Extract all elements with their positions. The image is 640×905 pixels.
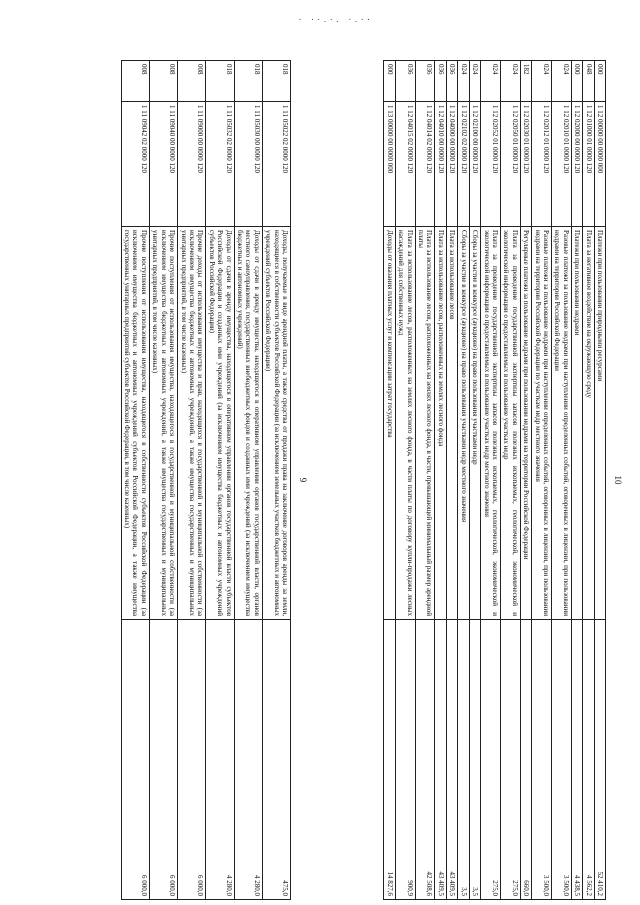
revenue-name-cell: Прочие поступления от использования имущества, находящегося в государственной и муниципальной собственности (за исключением имущества бюджетных и автономных учреждений, а также имущества государственных и муниципальных унитарных предприятий, в том числе казенных) — [150, 227, 177, 620]
budget-code-cell: 1 11 05032 02 0000 120 — [206, 102, 233, 227]
revenue-name-cell: Плата за использование лесов, расположенных на землях лесного фонда — [436, 227, 446, 620]
revenue-name-cell: Плата за использование лесов, расположенных на землях лесного фонда, в части платы по договору купли-продажи лесных насаждений для собственных нужд — [396, 227, 415, 620]
admin-code-cell: 036 — [396, 60, 415, 102]
table-row — [395, 60, 415, 900]
admin-code-cell: 182 — [521, 60, 531, 102]
revenue-name-cell: Прочие поступления от использования имущества, находящегося в собственности субъектов Российской Федерации (за исключением имущества бюджетных и автономных учреждений субъектов Российской Федерации, а также имущества государственных унитарных предприятий субъектов Российской Федерации, в том числе казенных) — [122, 227, 149, 620]
table-row — [571, 60, 582, 900]
budget-code-cell: 1 12 02052 01 0000 120 — [481, 102, 500, 227]
admin-code-cell: 036 — [447, 60, 457, 102]
table-row — [457, 60, 468, 900]
table-row — [149, 60, 177, 900]
revenue-name-cell: Сборы за участие в конкурсе (аукционе) на право пользования участками недр — [470, 227, 480, 620]
table-row — [383, 60, 394, 900]
admin-code-cell: 048 — [583, 60, 593, 102]
budget-code-cell: 1 12 02010 01 0000 120 — [552, 102, 571, 227]
revenue-name-cell: Доходы от сдачи в аренду имущества, находящегося в оперативном управлении органов государственной власти, органов местного самоуправления, государственных внебюджетных фондов и созданных ими учреждений (за исключением имущества бюджетных и автономных учреждений) — [235, 227, 262, 620]
revenue-name-cell: Доходы от сдачи в аренду имущества, находящегося в оперативном управлении органов государственной власти субъектов Российской Федерации и созданных ими учреждений (за исключением имущества бюджетных и автономных учреждений субъектов Российской Федерации) — [206, 227, 233, 620]
amount-cell: 6 000,0 — [150, 620, 177, 900]
budget-code-cell: 1 11 09000 00 0000 120 — [178, 102, 205, 227]
table-row — [531, 60, 551, 900]
table-row — [469, 60, 480, 900]
table-row — [415, 60, 435, 900]
budget-code-cell: 1 11 05022 02 0000 120 — [263, 102, 290, 227]
admin-code-cell: 008 — [150, 60, 177, 102]
amount-cell: 14 827,6 — [384, 620, 394, 900]
revenue-name-cell: Платежи при пользовании природными ресурсами — [595, 227, 605, 620]
table-row — [234, 60, 262, 900]
page-header — [0, 6, 640, 30]
revenue-name-cell: Плата за проведение государственной экспертизы запасов полезных ископаемых, геологической, экономической и экологической информации о предоставляемых в пользование участках недр местного значения — [481, 227, 500, 620]
budget-code-cell: 1 12 02000 00 0000 120 — [572, 102, 582, 227]
revenue-name-cell: Сборы за участие в конкурсе (аукционе) на право пользования участками недр местного значения — [458, 227, 468, 620]
budget-code-cell: 1 12 01000 01 0000 120 — [583, 102, 593, 227]
budget-code-cell: 1 12 02030 01 0000 120 — [521, 102, 531, 227]
amount-cell: 6 000,0 — [122, 620, 149, 900]
amount-cell: 43 409,5 — [436, 620, 446, 900]
right-revenue-table — [383, 60, 606, 900]
budget-code-cell: 1 11 05030 00 0000 120 — [235, 102, 262, 227]
amount-cell: 660,0 — [521, 620, 531, 900]
admin-code-cell: 024 — [532, 60, 551, 102]
budget-code-cell: 1 11 09040 00 0000 120 — [150, 102, 177, 227]
budget-code-cell: 1 11 09042 02 0000 120 — [122, 102, 149, 227]
right-page-rotated — [325, 60, 630, 900]
table-row — [121, 60, 149, 900]
left-page-panel — [10, 60, 315, 900]
table-row — [262, 60, 290, 900]
admin-code-cell: 018 — [206, 60, 233, 102]
revenue-name-cell: Платежи при пользовании недрами — [572, 227, 582, 620]
table-row — [435, 60, 446, 900]
admin-code-cell: 018 — [235, 60, 262, 102]
revenue-name-cell: Плата за использование лесов, расположенных на землях лесного фонда, в части, превышающей минимальный размер арендной платы — [416, 227, 435, 620]
revenue-name-cell: Разовые платежи за пользование недрами при наступлении определенных событий, оговоренных в лицензии, при пользовании недрами на территории Российской Федерации — [552, 227, 571, 620]
budget-code-cell: 1 12 02050 01 0000 120 — [501, 102, 520, 227]
admin-code-cell: 024 — [470, 60, 480, 102]
revenue-name-cell: Плата за негативное воздействие на окружающую среду — [583, 227, 593, 620]
budget-code-cell: 1 13 00000 00 0000 000 — [384, 102, 394, 227]
amount-cell: 275,0 — [481, 620, 500, 900]
left-page-rotated — [10, 60, 315, 900]
table-row — [551, 60, 571, 900]
revenue-name-cell: Доходы, получаемые в виде арендной платы, а также средства от продажи права на заключение договоров аренды за земли, находящиеся в собственности субъектов Российской Федерации (за исключением земельных участков бюджетных и автономных учреждений субъектов Российской Федерации) — [263, 227, 290, 620]
admin-code-cell: 000 — [595, 60, 605, 102]
admin-code-cell: 024 — [458, 60, 468, 102]
admin-code-cell: 008 — [122, 60, 149, 102]
table-row — [480, 60, 500, 900]
amount-cell: 3 500,0 — [532, 620, 551, 900]
admin-code-cell: 018 — [263, 60, 290, 102]
table-row — [500, 60, 520, 900]
amount-cell: 4 438,5 — [572, 620, 582, 900]
budget-code-cell: 1 12 02100 00 0000 120 — [470, 102, 480, 227]
amount-cell: 3 500,0 — [552, 620, 571, 900]
table-row — [594, 60, 605, 900]
budget-code-cell: 1 12 02102 02 0000 120 — [458, 102, 468, 227]
revenue-name-cell: Плата за использование лесов — [447, 227, 457, 620]
amount-cell: 4 562,2 — [583, 620, 593, 900]
admin-code-cell: 008 — [178, 60, 205, 102]
right-page-panel — [325, 60, 630, 900]
amount-cell: 275,0 — [501, 620, 520, 900]
table-row — [177, 60, 205, 900]
revenue-name-cell: Доходы от оказания платных услуг и компенсации затрат государства — [384, 227, 394, 620]
budget-code-cell: 1 12 00000 00 0000 000 — [595, 102, 605, 227]
amount-cell: 4 280,0 — [235, 620, 262, 900]
table-row — [520, 60, 531, 900]
admin-code-cell: 000 — [384, 60, 394, 102]
revenue-name-cell: Плата за проведение государственной экспертизы запасов полезных ископаемых, геологической, экономической и экологической информации о предоставляемых в пользование участках недр — [501, 227, 520, 620]
table-row — [582, 60, 593, 900]
revenue-name-cell: Разовые платежи за пользование недрами при наступлении определенных событий, оговоренных в лицензии, при пользовании недрами на территории Российской Федерации по участкам недр местного значения — [532, 227, 551, 620]
admin-code-cell: 036 — [416, 60, 435, 102]
amount-cell: 900,9 — [396, 620, 415, 900]
right-page-number: 10 — [613, 475, 623, 485]
amount-cell: 475,0 — [263, 620, 290, 900]
amount-cell: 52 410,2 — [595, 620, 605, 900]
amount-cell: 43 409,5 — [447, 620, 457, 900]
amount-cell: 6 000,0 — [178, 620, 205, 900]
budget-code-cell: 1 12 04000 00 0000 120 — [447, 102, 457, 227]
budget-code-cell: 1 12 02012 01 0000 120 — [532, 102, 551, 227]
revenue-name-cell: Регулярные платежи за пользование недрами при пользовании недрами на территории Российской Федерации — [521, 227, 531, 620]
left-revenue-table — [121, 60, 291, 900]
admin-code-cell: 024 — [501, 60, 520, 102]
table-row — [205, 60, 233, 900]
amount-cell: 4 280,0 — [206, 620, 233, 900]
admin-code-cell: 024 — [481, 60, 500, 102]
amount-cell: 3,5 — [470, 620, 480, 900]
admin-code-cell: 024 — [552, 60, 571, 102]
left-page-number: 9 — [298, 477, 308, 483]
amount-cell: 3,5 — [458, 620, 468, 900]
budget-code-cell: 1 12 04010 00 0000 120 — [436, 102, 446, 227]
admin-code-cell: 036 — [436, 60, 446, 102]
revenue-name-cell: Прочие доходы от использования имущества и прав, находящихся в государственной и муниципальной собственности (за исключением имущества бюджетных и автономных учреждений, а также имущества государственных и муниципальных унитарных предприятий, в том числе казенных) — [178, 227, 205, 620]
admin-code-cell: 000 — [572, 60, 582, 102]
table-row — [446, 60, 457, 900]
header-scribble: · ··.·. ·.·· — [298, 16, 373, 24]
budget-code-cell: 1 12 04014 02 0000 120 — [416, 102, 435, 227]
budget-code-cell: 1 12 04015 02 0000 120 — [396, 102, 415, 227]
amount-cell: 42 508,6 — [416, 620, 435, 900]
